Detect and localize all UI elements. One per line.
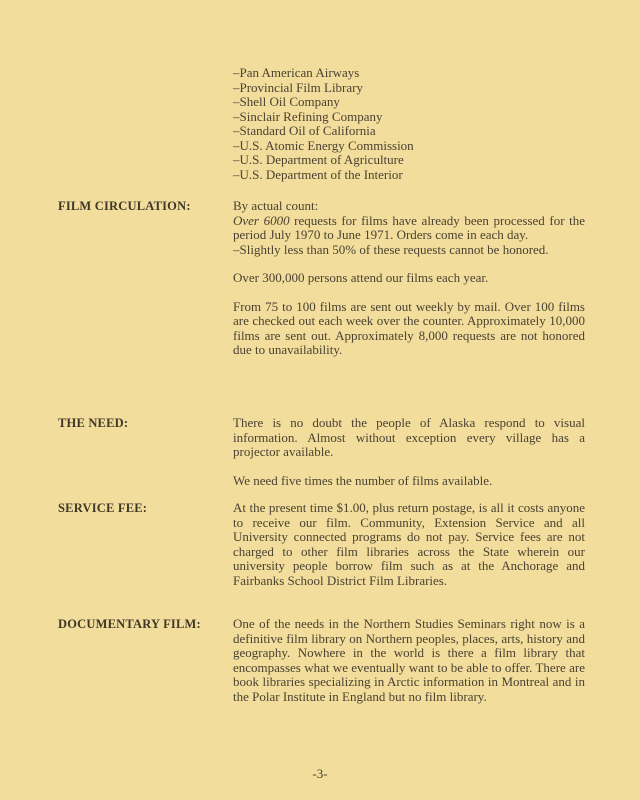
sponsor-item: –Shell Oil Company (233, 94, 340, 109)
service-fee-paragraph: At the present time $1.00, plus return postage, is all it costs anyone to receive our film. Community, Extension Service and all University connected programs do not pay. Service fees are not charged to other film libraries across the State wherein our university people borrow film such as at the Anchorage and Fairbanks School District Film Libraries. (233, 500, 585, 588)
film-circulation-attendance: Over 300,000 persons attend our films each year. (233, 270, 489, 285)
the-need-section (233, 416, 585, 488)
film-circulation-honored-note: –Slightly less than 50% of these requests cannot be honored. (233, 241, 549, 257)
sponsor-item: –U.S. Department of Agriculture (233, 152, 404, 167)
sponsor-item: –U.S. Department of the Interior (233, 166, 403, 182)
documentary-film-heading: DOCUMENTARY FILM: (58, 617, 201, 631)
page-number: -3- (312, 766, 328, 781)
the-need-films-paragraph: We need five times the number of films available. (233, 472, 493, 488)
film-circulation-emphasis: Over 6000 (233, 212, 290, 228)
film-circulation-heading: FILM CIRCULATION: (58, 199, 191, 213)
the-need-paragraph: There is no doubt the people of Alaska respond to visual information. Almost without exception every village has a projector available. (233, 415, 585, 459)
sponsor-list (233, 66, 414, 182)
sponsor-item: –Pan American Airways (233, 65, 360, 80)
sponsor-item: –Provincial Film Library (233, 79, 363, 95)
sponsor-item: –Standard Oil of California (233, 123, 376, 138)
film-circulation-intro: By actual count: (233, 198, 319, 213)
film-circulation-section (233, 199, 585, 358)
film-circulation-weekly: From 75 to 100 films are sent out weekly by mail. Over 100 films are checked out each week over the counter. Approximately 10,000 films are sent out. Approximately 8,000 requests are not honored due to unavailability. (233, 298, 585, 357)
documentary-film-paragraph: One of the needs in the Northern Studies Seminars right now is a definitive film library on Northern peoples, places, arts, history and geography. Nowhere in the world is there a film library that encompasses what we eventually want to be able to offer. There are book libraries specializing in Arctic information in Montreal and in the Polar Institute in England but no film library. (233, 616, 585, 704)
film-circulation-paragraph (233, 199, 585, 257)
film-circulation-requests-text: requests for films have already been processed for the period July 1970 to June 1971. Orders come in each day. (233, 212, 585, 242)
documentary-film-section (233, 617, 585, 704)
sponsor-item: –U.S. Atomic Energy Commission (233, 137, 414, 153)
sponsor-item: –Sinclair Refining Company (233, 108, 383, 124)
service-fee-section (233, 501, 585, 588)
the-need-heading: THE NEED: (58, 416, 129, 430)
service-fee-heading: SERVICE FEE: (58, 501, 148, 515)
